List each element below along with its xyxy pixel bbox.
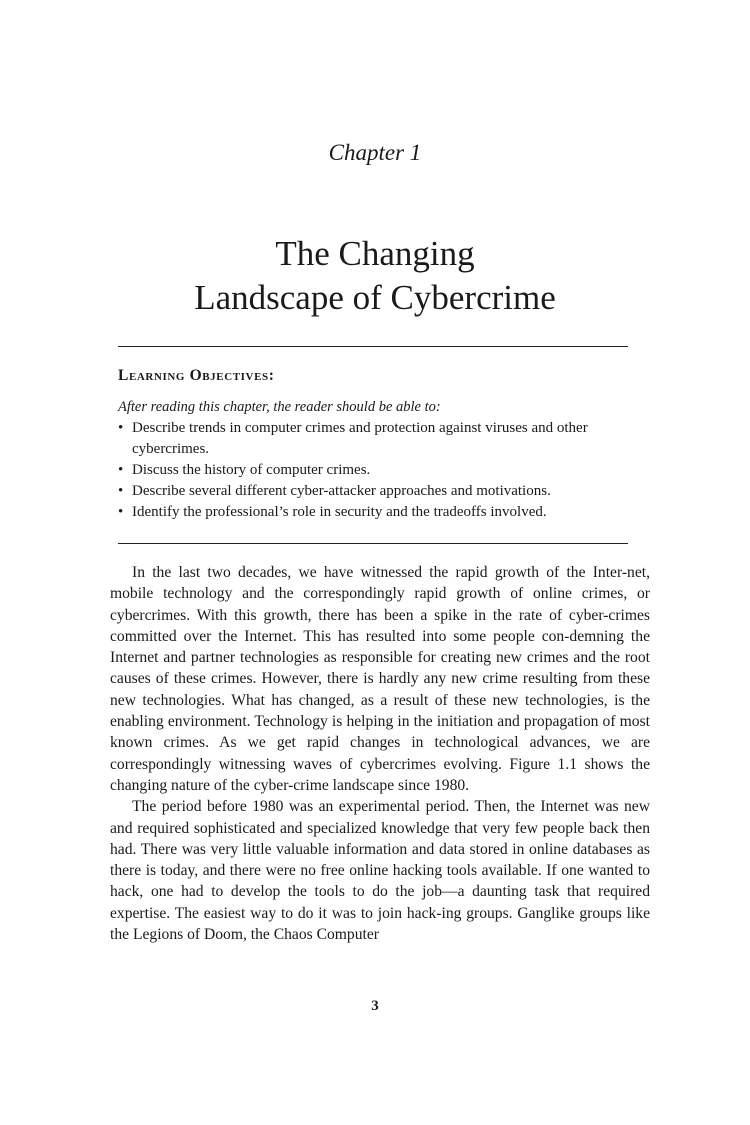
objective-item: • Identify the professional’s role in security and the tradeoffs involved. bbox=[118, 502, 633, 523]
learning-objectives-heading: Learning Objectives: bbox=[118, 367, 275, 384]
chapter-title bbox=[0, 232, 750, 320]
body-paragraph: In the last two decades, we have witnessed the rapid growth of the Inter-net, mobile technology and the correspondingly rapid growth of online crimes, or cybercrimes. With this growth, there has been a spike in the rate of cyber-crimes committed over the Internet. This has resulted into some people con-demning the Internet and partner technologies as responsible for creating new crimes and the root causes of these crimes. However, there is hardly any new crime resulting from these new technologies. What has changed, as a result of these new technologies, is the enabling environment. Technology is helping in the initiation and propagation of most known crimes. As we get rapid changes in technological advances, we are correspondingly witnessing waves of cybercrimes evolving. Figure 1.1 shows the changing nature of the cyber-crime landscape since 1980. bbox=[110, 564, 650, 794]
learning-objectives-list bbox=[118, 418, 633, 523]
chapter-label: Chapter 1 bbox=[328, 140, 422, 165]
learning-objectives-intro: After reading this chapter, the reader should be able to: bbox=[118, 399, 441, 415]
chapter-title-line-1: The Changing bbox=[275, 234, 475, 273]
objective-item: • Describe several different cyber-attacker approaches and motivations. bbox=[118, 481, 633, 502]
objective-item: • Describe trends in computer crimes and protection against viruses and other cybercrimes. bbox=[118, 418, 633, 460]
page-number: 3 bbox=[371, 998, 379, 1014]
body-paragraph: The period before 1980 was an experimental period. Then, the Internet was new and required sophisticated and specialized knowledge that very few people back then had. There was very little valuable information and data stored in online databases as there is today, and there were no free online hacking tools available. If one wanted to hack, one had to develop the tools to do the job—a daunting task that required expertise. The easiest way to do it was to join hack-ing groups. Ganglike groups like the Legions of Doom, the Chaos Computer bbox=[110, 798, 650, 944]
bottom-divider bbox=[118, 543, 628, 544]
body-text bbox=[110, 562, 650, 945]
objective-item: • Discuss the history of computer crimes. bbox=[118, 460, 633, 481]
chapter-title-line-2: Landscape of Cybercrime bbox=[194, 278, 556, 317]
top-divider bbox=[118, 346, 628, 347]
